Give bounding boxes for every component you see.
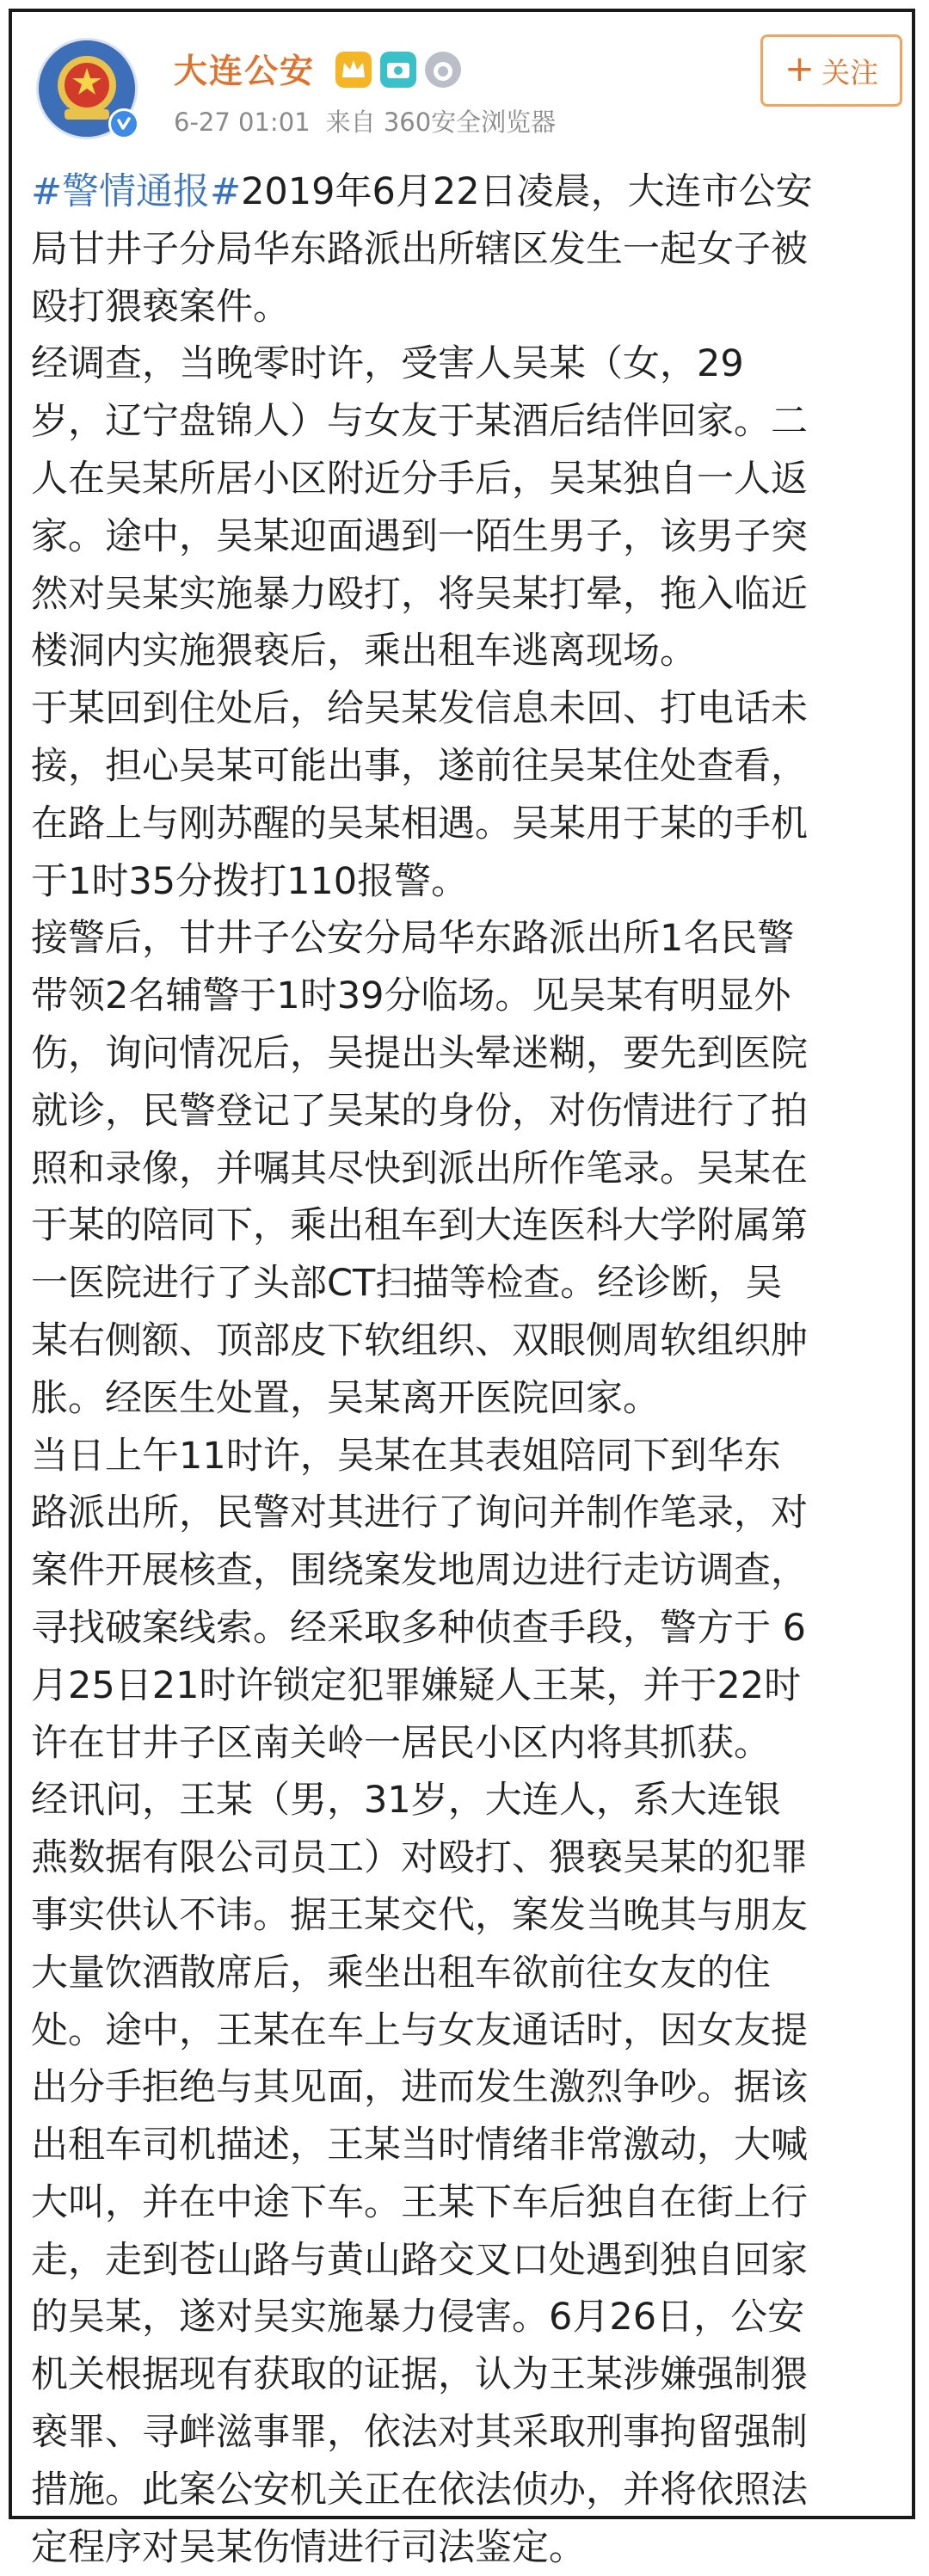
weibo-post-card [9, 9, 915, 2569]
post-paragraph: 接警后，甘井子公安分局华东路派出所1名民警 带领2名辅警于1时39分临场。见吴某有明显外 伤，询问情况后，吴提出头晕迷糊，要先到医院 就诊，民警登记了吴某的身份，对伤情进行了拍 照和录像，并嘱其尽快到派出所作笔录。吴某在 于某的陪同下，乘出租车到大连医科大学附属第 一医院进行了头部CT扫描等检查。经诊断，吴 某右侧额、顶部皮下软组织、双眼侧周软组织肿 胀。经医生处置，吴某离开医院回家。 [31, 917, 808, 1420]
post-paragraph: 经调查，当晚零时许，受害人吴某（女，29 岁，辽宁盘锦人）与女友于某酒后结伴回家。二 人在吴某所居小区附近分手后，吴某独自一人返 家。途中，吴某迎面遇到一陌生男子，该男子突 然对吴某实施暴力殴打，将吴某打晕，拖入临近 楼洞内实施猥亵后，乘出租车逃离现场。 [31, 342, 808, 673]
post-paragraph: 经讯问，王某（男，31岁，大连人，系大连银 燕数据有限公司员工）对殴打、猥亵吴某的犯罪 事实供认不讳。据王某交代，案发当晚其与朋友 大量饮酒散席后，乘坐出租车欲前往女友的住 处。途中，王某在车上与女友通话时，因女友提 出分手拒绝与其见面，进而发生激烈争吵。据该 出租车司机描述，王某当时情绪非常激动，大喊 大叫，并在中途下车。王某下车后独自在街上行 走，走到苍山路与黄山路交叉口处遇到独自回家 的吴某，遂对吴实施暴力侵害。6月26日，公安 机关根据现有获取的证据，认为王某涉嫌强制猥 亵罪、寻衅滋事罪，依法对其采取刑事拘留强制 措施。此案公安机关正在依法侦办，并将依照法 定程序对吴某伤情进行司法鉴定。 [31, 1779, 808, 2569]
camera-badge-icon[interactable] [380, 52, 416, 88]
post-paragraph [31, 163, 901, 335]
paragraph-text: 2019年6月22日凌晨，大连市公安 局甘井子分局华东路派出所辖区发生一起女子被 殴打猥亵案件。 [31, 170, 813, 329]
post-paragraph: 当日上午11时许，吴某在其表姐陪同下到华东 路派出所，民警对其进行了询问并制作笔录，对 案件开展核查，围绕案发地周边进行走访调查， 寻找破案线索。经采取多种侦查手段，警方于 6 月25日21时许锁定犯罪嫌疑人王某，并于22时 许在甘井子区南关岭一居民小区内将其抓获。 [31, 1434, 808, 1765]
medal-badge-icon[interactable] [425, 52, 461, 88]
post-paragraph: 于某回到住处后，给吴某发信息未回、打电话未 接，担心吴某可能出事，遂前往吴某住处查看， 在路上与刚苏醒的吴某相遇。吴某用于某的手机 于1时35分拨打110报警。 [31, 687, 808, 903]
post-meta [174, 103, 556, 138]
author-badges [335, 50, 461, 89]
post-body [31, 163, 901, 2576]
post-time: 6-27 01:01 [174, 108, 311, 137]
verified-badge-icon [108, 108, 139, 139]
hashtag-link[interactable]: #警情通报# [31, 170, 242, 213]
post-header [12, 12, 912, 158]
follow-button[interactable] [760, 34, 902, 107]
crown-badge-icon[interactable] [335, 52, 372, 88]
follow-label: 关注 [821, 55, 879, 89]
author-name[interactable]: 大连公安 [174, 52, 316, 91]
post-source: 来自 360安全浏览器 [325, 108, 557, 137]
plus-icon: + [784, 47, 815, 89]
